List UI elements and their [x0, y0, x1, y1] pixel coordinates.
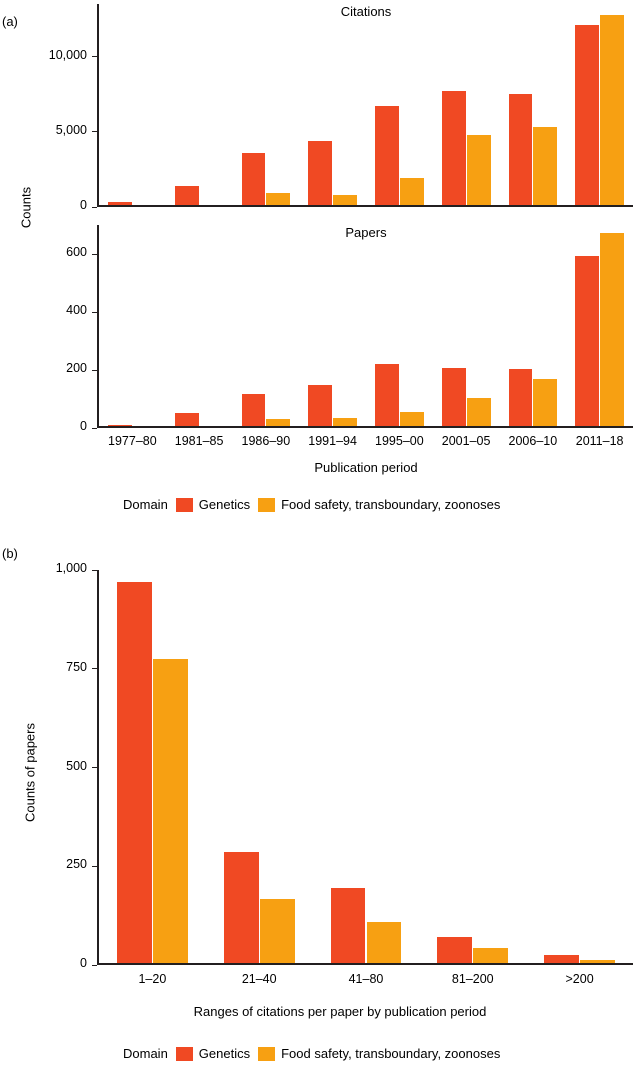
- y-axis-title-b: Counts of papers: [22, 723, 38, 823]
- bar-citations-0-1: [175, 186, 199, 207]
- legend-b-label-foodsafety: Food safety, transboundary, zoonoses: [281, 1046, 501, 1061]
- legend-b-swatch-foodsafety: [258, 1047, 275, 1061]
- legend-b-item-foodsafety: [258, 1046, 500, 1061]
- legend-b-label-genetics: Genetics: [198, 1046, 251, 1061]
- y-tick-label-citations-per-paper-3: 750: [66, 659, 87, 674]
- y-tick-citations-per-paper-2: [92, 767, 97, 768]
- bar-citations-0-5: [442, 91, 466, 207]
- x-axis-papers: [99, 426, 633, 428]
- chart-papers-bars: [99, 225, 633, 428]
- x-tick-label-papers-5: 2001–05: [441, 434, 491, 448]
- bar-citations-per-paper-0-0: [117, 582, 152, 965]
- legend-a-swatch-genetics: [176, 498, 193, 512]
- y-tick-label-papers-2: 400: [66, 303, 87, 317]
- bar-citations-0-6: [509, 94, 533, 207]
- y-tick-papers-3: [92, 254, 97, 255]
- y-tick-label-citations-0: 0: [80, 198, 87, 212]
- y-tick-papers-1: [92, 370, 97, 371]
- legend-b-swatch-genetics: [176, 1047, 193, 1061]
- y-tick-papers-2: [92, 312, 97, 313]
- bar-citations-0-7: [575, 25, 599, 207]
- bar-papers-1-6: [533, 379, 557, 428]
- panel-a-label: (a): [2, 14, 18, 29]
- chart-citations-title: Citations: [340, 4, 392, 19]
- bar-citations-0-3: [308, 141, 332, 207]
- bar-papers-0-3: [308, 385, 332, 428]
- bar-citations-1-7: [600, 15, 624, 207]
- panel-b-label: (b): [2, 546, 18, 561]
- x-tick-label-papers-2: 1986–90: [241, 434, 291, 448]
- bar-citations-per-paper-0-3: [437, 937, 472, 965]
- legend-a-label-genetics: Genetics: [198, 497, 251, 512]
- y-tick-citations-0: [92, 207, 97, 208]
- x-tick-label-citations-per-paper-1: 21–40: [241, 972, 277, 986]
- bar-papers-0-4: [375, 364, 399, 428]
- x-tick-label-papers-6: 2006–10: [508, 434, 558, 448]
- y-tick-label-citations-per-paper-1: 250: [66, 857, 87, 872]
- bar-papers-0-5: [442, 368, 466, 428]
- legend-a: [123, 497, 500, 512]
- chart-citations-per-paper: [99, 570, 633, 965]
- bar-citations-0-2: [242, 153, 266, 207]
- bar-papers-0-2: [242, 394, 266, 428]
- bar-citations-0-4: [375, 106, 399, 207]
- chart-citations: [99, 4, 633, 207]
- x-tick-label-citations-per-paper-0: 1–20: [138, 972, 167, 986]
- y-axis-title-a: Counts: [18, 186, 34, 229]
- y-tick-label-papers-0: 0: [80, 419, 87, 433]
- y-tick-papers-0: [92, 428, 97, 429]
- bar-citations-per-paper-1-1: [260, 899, 295, 965]
- legend-a-swatch-foodsafety: [258, 498, 275, 512]
- bar-citations-1-4: [400, 178, 424, 207]
- legend-b: [123, 1046, 500, 1061]
- bar-citations-per-paper-0-1: [224, 852, 259, 965]
- bar-papers-0-7: [575, 256, 599, 428]
- y-tick-label-citations-1: 5,000: [55, 122, 87, 137]
- bar-citations-per-paper-1-0: [153, 659, 188, 965]
- bar-citations-1-5: [467, 135, 491, 207]
- y-tick-citations-per-paper-3: [92, 668, 97, 669]
- x-tick-label-citations-per-paper-2: 41–80: [348, 972, 384, 986]
- bar-papers-1-5: [467, 398, 491, 428]
- y-tick-label-papers-1: 200: [66, 361, 87, 375]
- x-axis-title-a: Publication period: [314, 460, 418, 475]
- y-tick-citations-per-paper-1: [92, 866, 97, 867]
- y-axis-spine-citations: [97, 4, 99, 207]
- x-axis-citations: [99, 205, 633, 207]
- x-tick-label-papers-3: 1991–94: [308, 434, 357, 448]
- legend-b-domain-label: Domain: [123, 1046, 168, 1061]
- bar-citations-per-paper-1-2: [367, 922, 402, 965]
- y-tick-label-citations-per-paper-0: 0: [80, 956, 87, 970]
- y-tick-citations-2: [92, 56, 97, 57]
- x-tick-label-papers-7: 2011–18: [575, 434, 624, 448]
- bar-citations-per-paper-0-2: [331, 888, 366, 965]
- x-tick-label-citations-per-paper-3: 81–200: [451, 972, 494, 986]
- y-tick-citations-1: [92, 131, 97, 132]
- y-axis-spine-citations-per-paper: [97, 570, 99, 965]
- legend-a-domain-label: Domain: [123, 497, 168, 512]
- bar-papers-1-7: [600, 233, 624, 428]
- x-tick-label-citations-per-paper-4: >200: [565, 972, 594, 986]
- y-tick-citations-per-paper-0: [92, 965, 97, 966]
- x-axis-ranges: [99, 963, 633, 965]
- x-tick-label-papers-0: 1977–80: [108, 434, 157, 448]
- chart-citations-bars: [99, 4, 633, 207]
- y-tick-label-citations-per-paper-4: 1,000: [55, 561, 87, 575]
- y-tick-label-citations-per-paper-2: 500: [66, 758, 87, 773]
- legend-b-item-genetics: [176, 1046, 250, 1061]
- x-axis-title-b: Ranges of citations per paper by publication period: [193, 1004, 487, 1019]
- x-tick-label-papers-4: 1995–00: [375, 434, 424, 448]
- legend-a-item-genetics: [176, 497, 250, 512]
- chart-citations-per-paper-bars: [99, 570, 633, 965]
- bar-citations-1-6: [533, 127, 557, 207]
- legend-a-label-foodsafety: Food safety, transboundary, zoonoses: [281, 497, 501, 512]
- y-tick-label-papers-3: 600: [66, 245, 87, 259]
- bar-papers-0-6: [509, 369, 533, 428]
- legend-a-item-foodsafety: [258, 497, 500, 512]
- y-tick-citations-per-paper-4: [92, 570, 97, 571]
- y-axis-spine-papers: [97, 225, 99, 428]
- x-tick-label-papers-1: 1981–85: [174, 434, 224, 448]
- y-tick-label-citations-2: 10,000: [48, 47, 87, 62]
- chart-papers-title: Papers: [345, 225, 387, 240]
- chart-papers: [99, 225, 633, 428]
